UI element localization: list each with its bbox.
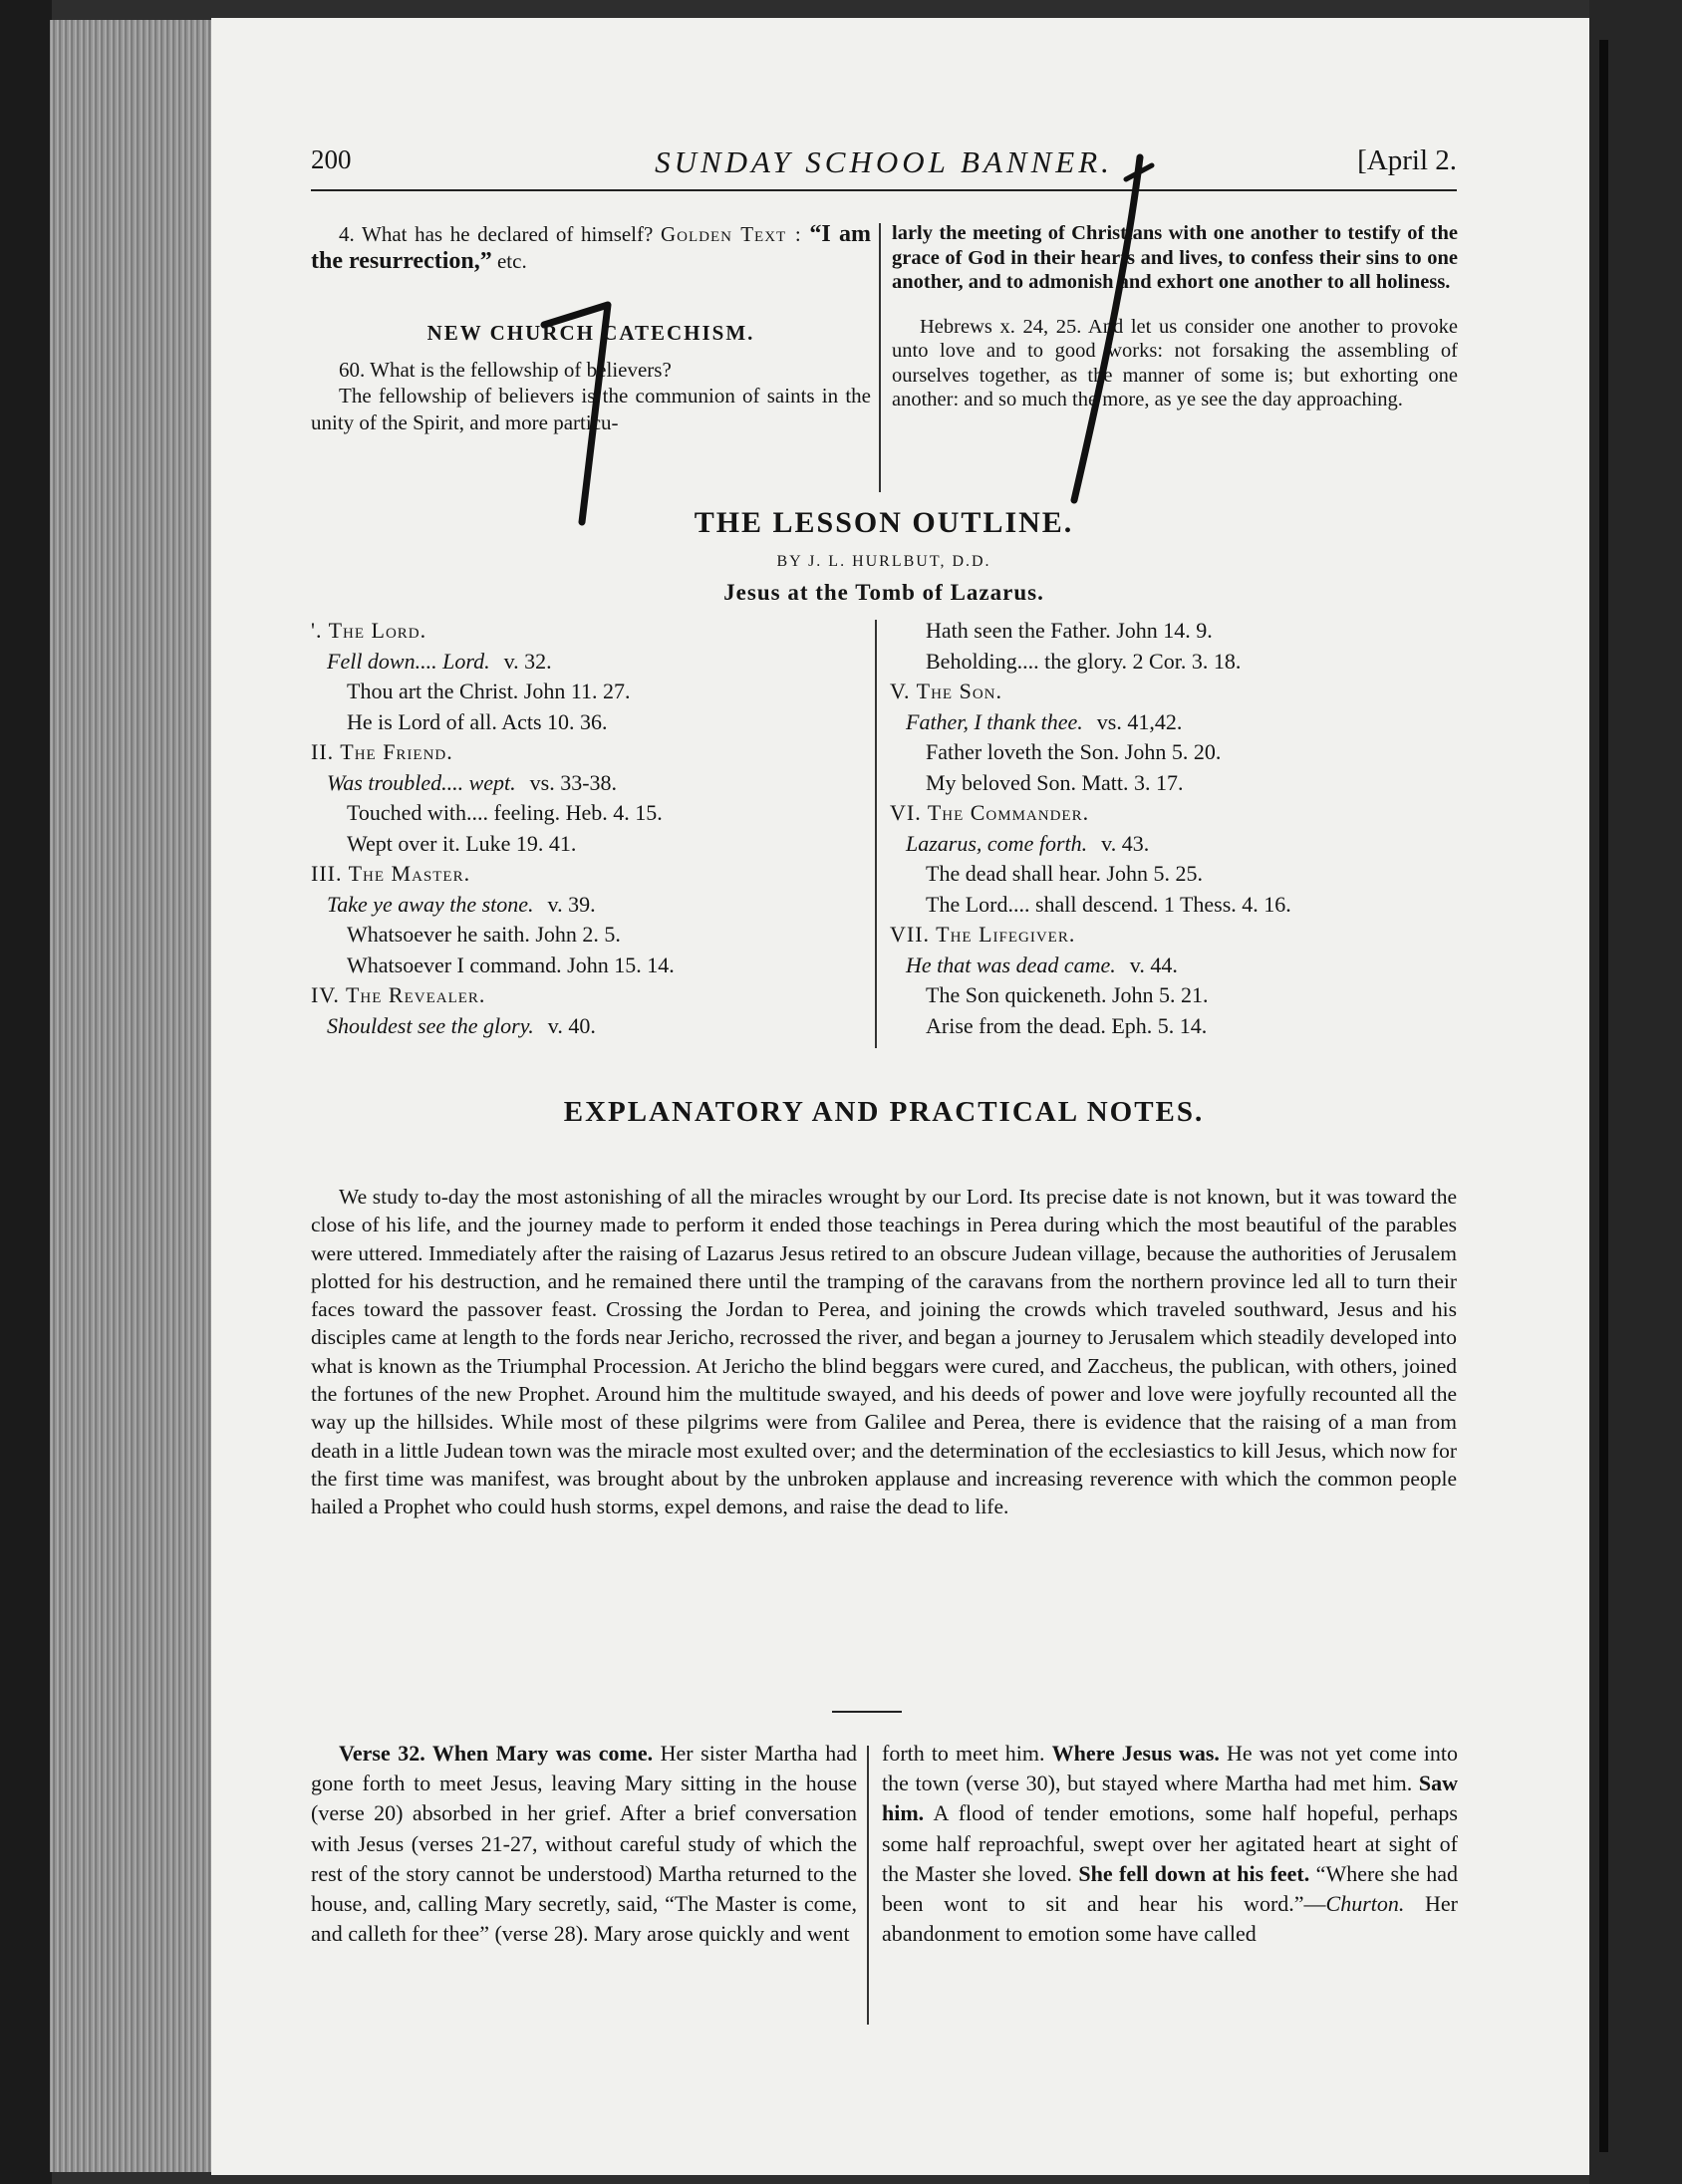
outline-verse-ref: v. 40. xyxy=(547,1012,596,1038)
outline-key-text: Was troubled.... wept. xyxy=(327,769,516,795)
outline-key-phrase xyxy=(311,890,869,921)
issue-date: [April 2. xyxy=(1357,144,1457,176)
verse-32-text: Her sister Martha had gone forth to meet Jesus, leaving Mary sitting in the house (verse 20) absorbed in her grief. After a brief conversation with Jesus (verses 21-27, without careful study of which the rest of the story cannot be understood) Martha returned to the house, and, calling Mary secretly, said, “The Master is come, and calleth for thee” (verse 28). Mary arose quickly and went xyxy=(311,1741,857,1947)
outline-heading: IV. The Revealer. xyxy=(311,982,486,1007)
lesson-outline-subtitle: Jesus at the Tomb of Lazarus. xyxy=(723,580,1044,605)
scan-background xyxy=(0,0,52,2184)
outline-reference: My beloved Son. Matt. 3. 17. xyxy=(926,769,1184,795)
outline-key-text: Take ye away the stone. xyxy=(327,891,534,917)
lesson-outline-title: THE LESSON OUTLINE. xyxy=(694,506,1074,539)
outline-reference: Beholding.... the glory. 2 Cor. 3. 18. xyxy=(926,648,1242,674)
handwritten-slash-mark xyxy=(1056,149,1156,508)
outline-left-column xyxy=(311,616,869,1041)
catechism-title: NEW CHURCH CATECHISM. xyxy=(426,321,755,345)
outline-key-text: Father, I thank thee. xyxy=(906,708,1083,734)
outline-key-phrase xyxy=(311,1011,869,1042)
churton-citation: Churton. xyxy=(1325,1891,1405,1917)
outline-heading: VII. The Lifegiver. xyxy=(890,922,1076,947)
journal-title: SUNDAY SCHOOL BANNER. xyxy=(655,144,1113,179)
hebrews-quote: Hebrews x. 24, 25. And let us consider one another to provoke unto love and to good works: not forsaking the assembling of ourselves together, as the manner of some is; but exhorting one another: and so much the more, as ye see the day approaching. xyxy=(892,315,1458,410)
saw-him-label: Saw him. xyxy=(882,1771,1458,1826)
outline-heading: V. The Son. xyxy=(890,679,1002,703)
outline-key-phrase xyxy=(890,951,1458,981)
catechism-answer-continued: larly the meeting of Christians with one another to testify of the grace of God in their hearts and lives, to confess their sins to one another, and to admonish and exhort one another to all holiness. xyxy=(892,222,1458,293)
golden-text-quote: “I am the resurrection,” xyxy=(311,221,872,274)
column-divider-outline xyxy=(875,620,877,1048)
outline-key-phrase xyxy=(311,647,869,678)
outline-verse-ref: v. 44. xyxy=(1129,952,1178,977)
outline-verse-ref: vs. 41,42. xyxy=(1096,708,1183,734)
outline-heading: II. The Friend. xyxy=(311,739,453,764)
verse-text-e: Her abandonment to emotion some have called xyxy=(882,1891,1459,1947)
verse-text-a: forth to meet him. xyxy=(882,1741,1052,1766)
verse-text-d: “Where she had been wont to sit and hear his word.”— xyxy=(882,1860,1458,1917)
outline-reference: Wept over it. Luke 19. 41. xyxy=(347,830,577,856)
verse-32-label: Verse 32. When Mary was come. xyxy=(339,1741,654,1766)
golden-text-tail: etc. xyxy=(491,248,527,273)
outline-reference: Arise from the dead. Eph. 5. 14. xyxy=(926,1012,1208,1038)
outline-key-phrase xyxy=(890,707,1458,738)
question-4 xyxy=(311,221,871,274)
intro-paragraph: We study to-day the most astonishing of all the miracles wrought by our Lord. Its precise date is not known, but it was toward the close of his life, and the journey made to perform it ended those teachings in Perea during which the most beautiful of the parables were uttered. Immediately after the raising of Lazarus Jesus retired to an obscure Judean village, because the authorities of Jerusalem plotted for his destruction, and he remained there until the tramping of the caravans from the northern province led all to turn their faces toward the passover feast. Crossing the Jordan to Perea, and joining the crowds which traveled southward, Jesus and his disciples came at length to the fords near Jericho, recrossed the river, and began a journey to Jerusalem which steadily developed into what is known as the Triumphal Procession. At Jericho the blind beggars were cured, and Zaccheus, the publican, with others, joined the fortunes of the new Prophet. Around him the multitude swayed, and his deeds of power and love were joyfully recounted all the way up the hillsides. While most of these pilgrims were from Galilee and Perea, there is evidence that the raising of a man from death in a little Judean town was the miracle most exulted over; and the determination of the ecclesiastics to kill Jesus, which now for the first time was manifest, was brought about by the unbroken applause and increasing reverence with which the common people hailed a Prophet who could hush storms, expel demons, and raise the dead to life. xyxy=(311,1185,1457,1519)
outline-reference: The dead shall hear. John 5. 25. xyxy=(926,861,1203,886)
outline-heading: VI. The Commander. xyxy=(890,800,1090,825)
scan-shadow-bar xyxy=(1599,40,1608,2152)
outline-reference: Whatsoever he saith. John 2. 5. xyxy=(347,922,621,947)
outline-reference: The Son quickeneth. John 5. 21. xyxy=(926,982,1209,1007)
catechism-question: 60. What is the fellowship of believers? xyxy=(339,357,672,382)
verse-left-column xyxy=(311,1739,857,1949)
outline-reference: Touched with.... feeling. Heb. 4. 15. xyxy=(347,800,663,825)
book-page-edges xyxy=(50,20,214,2172)
verse-32-paragraph xyxy=(311,1739,857,1949)
outline-key-text: Lazarus, come forth. xyxy=(906,830,1088,856)
outline-reference: He is Lord of all. Acts 10. 36. xyxy=(347,708,608,734)
lesson-outline-author: BY J. L. HURLBUT, D.D. xyxy=(776,553,991,570)
verse-right-column xyxy=(882,1739,1458,1949)
question-text: 4. What has he declared of himself? xyxy=(339,222,654,246)
outline-heading: '. The Lord. xyxy=(311,618,427,643)
top-right-column xyxy=(892,221,1458,412)
notes-title: EXPLANATORY AND PRACTICAL NOTES. xyxy=(563,1096,1205,1128)
outline-verse-ref: v. 39. xyxy=(547,891,596,917)
column-divider-top xyxy=(879,223,881,492)
outline-key-phrase xyxy=(890,829,1458,860)
outline-reference: Thou art the Christ. John 11. 27. xyxy=(347,679,631,703)
where-jesus-was-label: Where Jesus was. xyxy=(1051,1741,1220,1766)
verse-text-c: A flood of tender emotions, some half hopeful, perhaps some half reproachful, swept over her agitated heart at sight of the Master she loved. xyxy=(882,1800,1458,1886)
outline-reference: Whatsoever I command. John 15. 14. xyxy=(347,952,675,977)
page-number: 200 xyxy=(311,144,352,174)
outline-verse-ref: v. 32. xyxy=(503,648,552,674)
running-head xyxy=(311,144,1457,194)
outline-key-text: Shouldest see the glory. xyxy=(327,1012,534,1038)
verse-32-continued xyxy=(882,1739,1458,1949)
fell-down-label: She fell down at his feet. xyxy=(1078,1860,1310,1886)
outline-key-text: Fell down.... Lord. xyxy=(327,648,490,674)
catechism-answer: The fellowship of believers is the communion of saints in the unity of the Spirit, and more particu- xyxy=(311,384,871,434)
outline-key-phrase xyxy=(311,768,869,799)
column-divider-verse xyxy=(867,1746,869,2025)
header-rule xyxy=(311,189,1457,191)
outline-reference: The Lord.... shall descend. 1 Thess. 4. 16. xyxy=(926,891,1291,917)
verse-text-b: He was not yet come into the town (verse 30), but stayed where Martha had met him. xyxy=(882,1741,1458,1796)
outline-reference: Father loveth the Son. John 5. 20. xyxy=(926,739,1222,764)
handwritten-seven-mark xyxy=(538,299,618,528)
outline-heading: III. The Master. xyxy=(311,861,471,886)
section-rule xyxy=(832,1711,902,1713)
outline-verse-ref: vs. 33-38. xyxy=(529,769,618,795)
outline-reference: Hath seen the Father. John 14. 9. xyxy=(926,618,1213,643)
outline-key-text: He that was dead came. xyxy=(906,952,1116,977)
outline-right-column xyxy=(890,616,1458,1041)
golden-text-label: Golden Text : xyxy=(660,222,802,246)
outline-verse-ref: v. 43. xyxy=(1101,830,1150,856)
